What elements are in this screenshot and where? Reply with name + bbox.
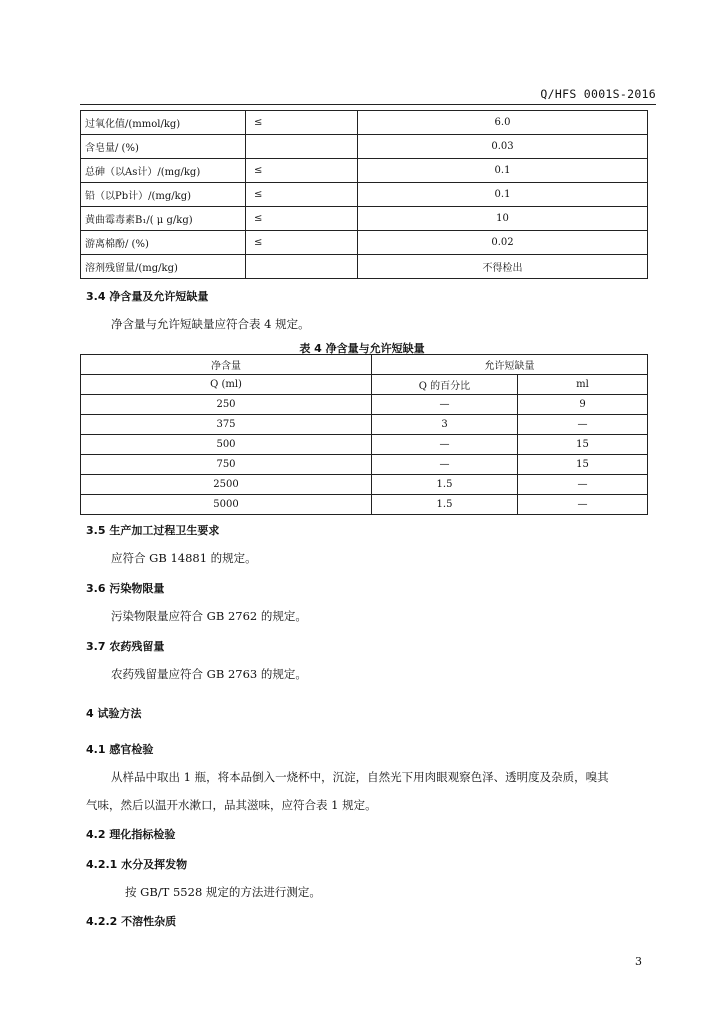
document-code: Q/HFS 0001S-2016 [540,87,656,101]
table-row [81,111,648,135]
net-value: 2500 [81,475,372,495]
section-4-2-1-heading: 4.2.1 水分及挥发物 [86,858,188,871]
net-value: 250 [81,395,372,415]
net-content-table [80,354,648,515]
percent-value: 1.5 [372,475,518,495]
operator: ≤ [246,207,358,231]
q-unit-header: Q (ml) [81,375,372,395]
table-4-caption: 表 4 净含量与允许短缺量 [299,342,425,355]
indicator-value: 6.0 [358,111,648,135]
section-3-4-text: 净含量与允许短缺量应符合表 4 规定。 [111,317,310,331]
table-row [81,255,648,279]
table-row [81,159,648,183]
table-row [81,415,648,435]
percent-value: — [372,395,518,415]
operator [246,135,358,159]
shortage-header: 允许短缺量 [372,355,648,375]
indicator-value: 10 [358,207,648,231]
section-4-1-text-line2: 气味，然后以温开水漱口，品其滋味，应符合表 1 规定。 [86,798,377,812]
percent-value: 1.5 [372,495,518,515]
ml-value: 15 [518,455,648,475]
ml-header: ml [518,375,648,395]
indicator-name: 游离棉酚/ (%) [81,231,246,255]
net-value: 5000 [81,495,372,515]
indicator-value: 不得检出 [358,255,648,279]
section-3-4-heading: 3.4 净含量及允许短缺量 [86,290,209,303]
operator: ≤ [246,183,358,207]
net-value: 750 [81,455,372,475]
percent-value: — [372,435,518,455]
table-row [81,231,648,255]
section-3-6-text: 污染物限量应符合 GB 2762 的规定。 [111,609,307,623]
ml-value: — [518,415,648,435]
indicator-name: 溶剂残留量/(mg/kg) [81,255,246,279]
operator: ≤ [246,159,358,183]
net-content-header: 净含量 [81,355,372,375]
table-row [81,475,648,495]
table-row [81,455,648,475]
indicator-value: 0.1 [358,183,648,207]
table-row [81,395,648,415]
header-rule [80,104,656,105]
indicator-name: 含皂量/ (%) [81,135,246,159]
page-number: 3 [635,955,642,968]
indicator-name: 铅（以Pb计）/(mg/kg) [81,183,246,207]
section-4-2-2-heading: 4.2.2 不溶性杂质 [86,915,177,928]
percent-value: — [372,455,518,475]
table-row [81,435,648,455]
indicator-value: 0.02 [358,231,648,255]
ml-value: — [518,495,648,515]
operator [246,255,358,279]
section-3-5-heading: 3.5 生产加工过程卫生要求 [86,524,220,537]
percent-value: 3 [372,415,518,435]
section-4-2-heading: 4.2 理化指标检验 [86,828,176,841]
percent-header: Q 的百分比 [372,375,518,395]
indicator-name: 过氧化值/(mmol/kg) [81,111,246,135]
section-3-7-heading: 3.7 农药残留量 [86,640,165,653]
table-row [81,207,648,231]
table-header-row [81,375,648,395]
table-row [81,495,648,515]
section-3-6-heading: 3.6 污染物限量 [86,582,165,595]
indicator-name: 总砷（以As计）/(mg/kg) [81,159,246,183]
section-4-2-1-text: 按 GB/T 5528 规定的方法进行测定。 [125,885,321,899]
net-value: 375 [81,415,372,435]
operator: ≤ [246,231,358,255]
table-header-row [81,355,648,375]
physicochemical-table [80,110,648,279]
section-3-5-text: 应符合 GB 14881 的规定。 [111,551,257,565]
table-row [81,183,648,207]
operator: ≤ [246,111,358,135]
indicator-value: 0.03 [358,135,648,159]
section-4-1-heading: 4.1 感官检验 [86,743,154,756]
table-row [81,135,648,159]
indicator-name: 黄曲霉毒素B₁/( μ g/kg) [81,207,246,231]
indicator-value: 0.1 [358,159,648,183]
section-3-7-text: 农药残留量应符合 GB 2763 的规定。 [111,667,307,681]
ml-value: 15 [518,435,648,455]
section-4-1-text-line1: 从样品中取出 1 瓶，将本品倒入一烧杯中，沉淀，自然光下用肉眼观察色泽、透明度及杂质，嗅其 [111,770,609,784]
ml-value: — [518,475,648,495]
net-value: 500 [81,435,372,455]
ml-value: 9 [518,395,648,415]
section-4-heading: 4 试验方法 [86,707,142,720]
